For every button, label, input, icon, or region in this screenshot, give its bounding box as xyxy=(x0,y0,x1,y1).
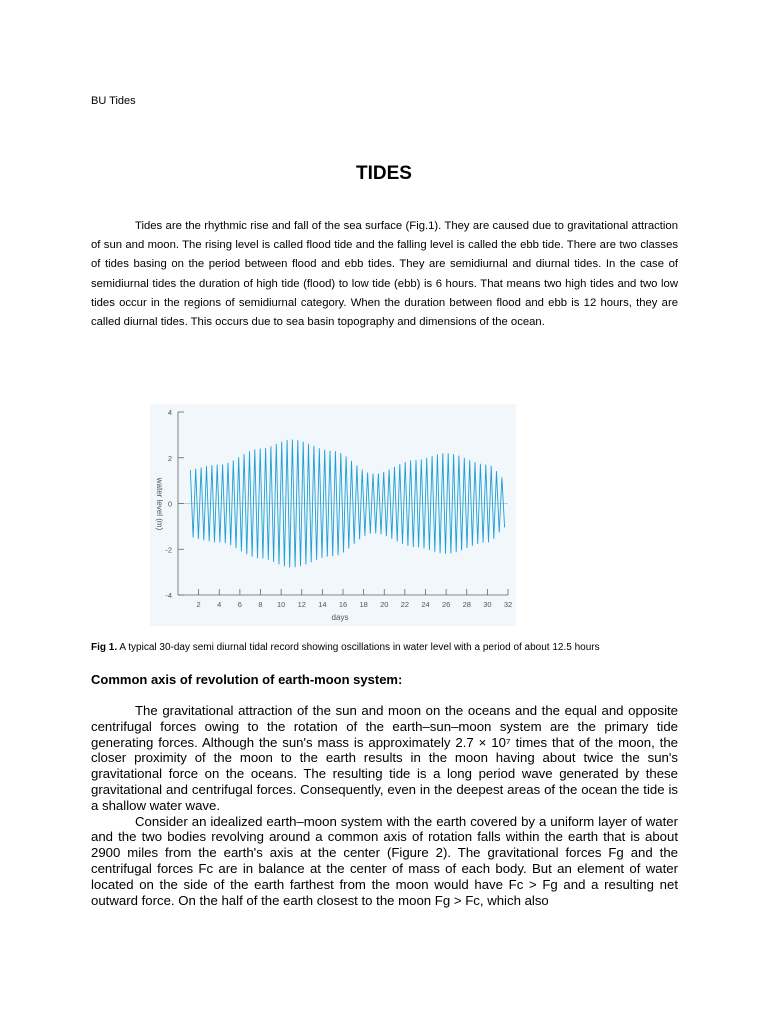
section-body xyxy=(91,703,678,908)
x-axis-label: days xyxy=(331,613,349,622)
page-title: TIDES xyxy=(356,163,412,184)
x-tick-label: 14 xyxy=(318,600,327,609)
y-axis-label: water level (m) xyxy=(155,477,164,531)
y-tick-label: -2 xyxy=(165,545,172,555)
y-tick-label: -4 xyxy=(165,591,172,600)
x-tick-label: 30 xyxy=(483,600,492,609)
x-tick-label: 10 xyxy=(276,600,286,609)
x-tick-label: 32 xyxy=(503,600,513,609)
running-header: BU Tides xyxy=(91,95,136,107)
x-tick-label: 26 xyxy=(441,600,451,609)
x-tick-label: 24 xyxy=(421,600,430,609)
x-tick-label: 12 xyxy=(297,600,306,609)
caption-text: A typical 30-day semi diurnal tidal record showing oscillations in water level with a period of about 12.5 hours xyxy=(119,642,600,653)
tide-record-chart xyxy=(150,404,516,626)
x-tick-label: 16 xyxy=(338,600,348,609)
water-level-series xyxy=(190,440,504,568)
x-tick-label: 20 xyxy=(380,600,389,609)
caption-label: Fig 1. xyxy=(91,642,118,653)
x-tick-label: 6 xyxy=(237,600,242,609)
x-tick-label: 8 xyxy=(258,600,263,609)
y-tick-label: 2 xyxy=(167,453,172,463)
body-paragraph-1: The gravitational attraction of the sun and moon on the oceans and the equal and opposite centrifugal forces owing to the rotation of the earth–sun–moon system are the primary tide generating forces. Although the sun's mass is approximately 2.7 × 10⁷ times that of the moon, the closer proximity of the moon to the earth results in the moon having about twice the sun's gravitational force on the oceans. The resulting tide is a long period wave generated by these gravitational and centrifugal forces. Consequently, even in the deepest areas of the ocean the tide is a shallow water wave. xyxy=(91,703,678,813)
body-paragraph-2: Consider an idealized earth–moon system with the earth covered by a uniform layer of water and the two bodies revolving around a common axis of rotation falls within the earth that is about 2900 miles from the earth's axis at the center (Figure 2). The gravitational forces Fg and the centrifugal forces Fc are in balance at the center of mass of each body. But an element of water located on the side of the earth farthest from the moon would have Fc > Fg and a resulting net outward force. On the half of the earth closest to the moon Fg > Fc, which also xyxy=(91,813,678,908)
x-tick-label: 4 xyxy=(217,600,222,609)
x-tick-label: 22 xyxy=(400,600,410,609)
figure-caption xyxy=(91,642,600,653)
chart-axes xyxy=(178,412,508,595)
x-tick-label: 28 xyxy=(462,600,471,609)
section-heading: Common axis of revolution of earth-moon system: xyxy=(91,672,403,687)
intro-paragraph: Tides are the rhythmic rise and fall of the sea surface (Fig.1). They are caused due to gravitational attraction of sun and moon. The rising level is called flood tide and the falling level is called the ebb tide. There are two classes of tides basing on the period between flood and ebb tides. They are semidiurnal and diurnal tides. In the case of semidiurnal tides the duration of high tide (flood) to low tide (ebb) is 6 hours. That means two high tides and two low tides occur in the regions of semidiurnal category. When the duration between flood and ebb is 12 hours, they are called diurnal tides. This occurs due to sea basin topography and dimensions of the ocean. xyxy=(91,220,678,329)
y-tick-label: 0 xyxy=(167,499,172,509)
x-tick-label: 18 xyxy=(359,600,368,609)
y-tick-label: 4 xyxy=(167,408,172,417)
x-tick-label: 2 xyxy=(196,600,201,609)
chart-svg xyxy=(150,404,516,626)
